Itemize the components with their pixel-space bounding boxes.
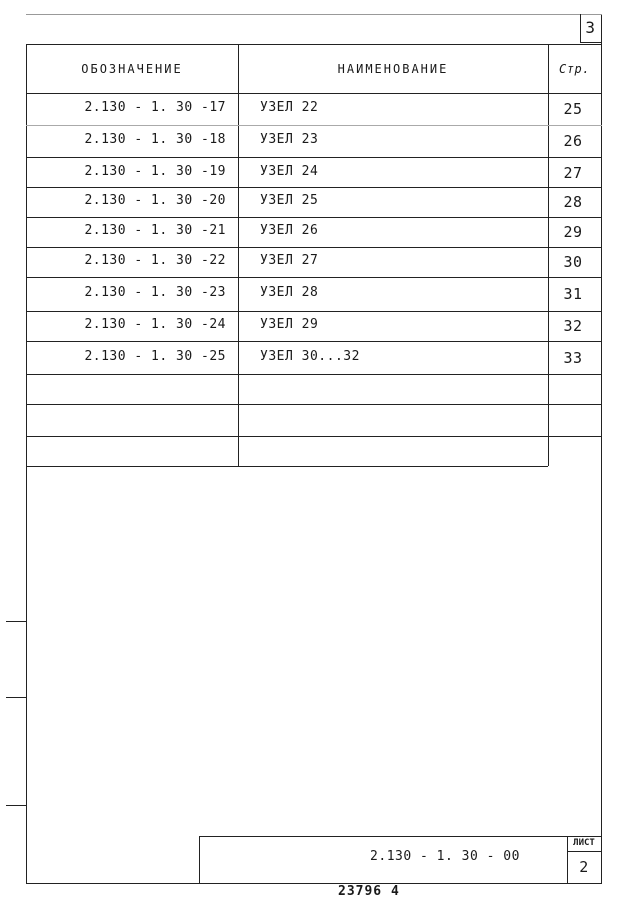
row-line — [26, 404, 602, 405]
table-row — [0, 132, 627, 152]
row-page: 33 — [563, 349, 583, 367]
row-line — [26, 341, 602, 342]
row-page: 32 — [563, 317, 583, 335]
header-name: НАИМЕНОВАНИЕ — [337, 62, 449, 76]
header-page: Стр. — [559, 62, 590, 76]
sheet-label-underline — [567, 851, 601, 852]
table-row — [0, 253, 627, 273]
frame-top-line — [26, 14, 602, 15]
row-name: УЗЕЛ 30...32 — [260, 349, 360, 364]
row-page: 28 — [563, 193, 583, 211]
row-name: УЗЕЛ 28 — [260, 285, 319, 300]
row-page: 26 — [563, 132, 583, 150]
row-line — [26, 374, 602, 375]
row-line — [26, 311, 602, 312]
sheet-label: ЛИСТ — [573, 838, 595, 848]
table-bottom-line — [26, 466, 548, 467]
table-row — [0, 193, 627, 213]
row-page: 25 — [563, 100, 583, 118]
row-code: 2.130 - 1. 30 -21 — [84, 223, 226, 238]
row-code: 2.130 - 1. 30 -20 — [84, 193, 226, 208]
row-code: 2.130 - 1. 30 -22 — [84, 253, 226, 268]
row-line — [26, 125, 602, 126]
row-name: УЗЕЛ 23 — [260, 132, 319, 147]
row-name: УЗЕЛ 27 — [260, 253, 319, 268]
header-designation: ОБОЗНАЧЕНИЕ — [81, 62, 183, 76]
row-line — [26, 157, 602, 158]
row-page: 31 — [563, 285, 583, 303]
row-code: 2.130 - 1. 30 -25 — [84, 349, 226, 364]
row-page: 27 — [563, 164, 583, 182]
margin-tick — [6, 805, 26, 806]
row-name: УЗЕЛ 26 — [260, 223, 319, 238]
document-code: 2.130 - 1. 30 - 00 — [370, 849, 520, 864]
row-code: 2.130 - 1. 30 -23 — [84, 285, 226, 300]
table-row — [0, 317, 627, 337]
sheet-number: 2 — [579, 858, 589, 876]
row-line — [26, 247, 602, 248]
row-code: 2.130 - 1. 30 -19 — [84, 164, 226, 179]
table-row — [0, 349, 627, 369]
row-code: 2.130 - 1. 30 -17 — [84, 100, 226, 115]
table-row — [0, 285, 627, 305]
table-row — [0, 223, 627, 243]
row-name: УЗЕЛ 22 — [260, 100, 319, 115]
row-line — [26, 187, 602, 188]
row-line — [26, 277, 602, 278]
row-code: 2.130 - 1. 30 -18 — [84, 132, 226, 147]
row-line — [26, 217, 602, 218]
row-code: 2.130 - 1. 30 -24 — [84, 317, 226, 332]
table-row — [0, 100, 627, 120]
row-name: УЗЕЛ 24 — [260, 164, 319, 179]
margin-tick — [6, 621, 26, 622]
table-top-line — [26, 44, 602, 45]
footer-number: 23796 4 — [338, 884, 400, 899]
row-page: 29 — [563, 223, 583, 241]
table-row — [0, 164, 627, 184]
table-header-bottom-line — [26, 93, 602, 94]
row-page: 30 — [563, 253, 583, 271]
row-name: УЗЕЛ 29 — [260, 317, 319, 332]
row-line — [26, 436, 602, 437]
sheet-number-top: 3 — [585, 18, 596, 37]
row-name: УЗЕЛ 25 — [260, 193, 319, 208]
margin-tick — [6, 697, 26, 698]
